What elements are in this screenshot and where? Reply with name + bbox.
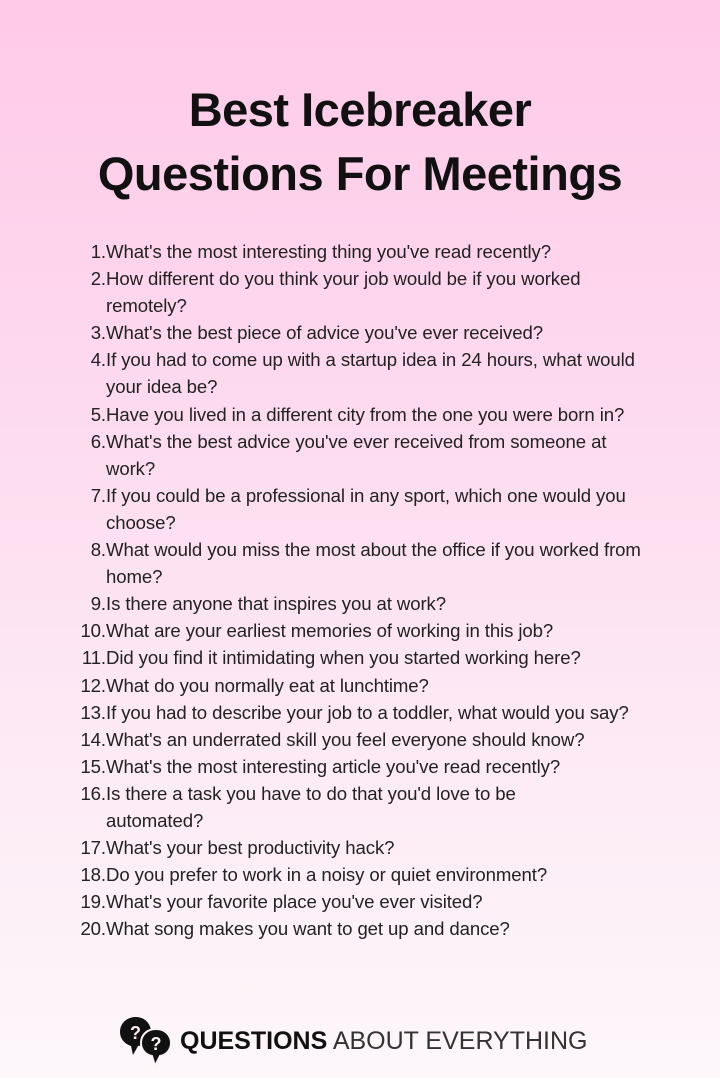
title-line-1: Best Icebreaker bbox=[188, 83, 532, 136]
item-number: 15. bbox=[80, 755, 106, 777]
item-number: 20. bbox=[80, 918, 106, 940]
item-text: What do you normally eat at lunchtime? bbox=[106, 674, 429, 696]
list-item bbox=[0, 780, 720, 834]
list-item bbox=[0, 753, 720, 780]
brand-name bbox=[180, 1027, 588, 1056]
question-list bbox=[0, 238, 720, 942]
item-text: What song makes you want to get up and dance? bbox=[106, 918, 510, 940]
list-item bbox=[0, 915, 720, 942]
list-item bbox=[0, 428, 720, 482]
list-item bbox=[0, 672, 720, 699]
item-text: What would you miss the most about the office if you worked from home? bbox=[106, 539, 641, 588]
item-text: Is there anyone that inspires you at work? bbox=[106, 593, 446, 615]
brand-footer bbox=[118, 1015, 588, 1067]
item-number: 2. bbox=[90, 268, 106, 290]
item-text: If you had to describe your job to a toddler, what would you say? bbox=[106, 701, 629, 723]
item-number: 11. bbox=[81, 647, 106, 669]
item-number: 7. bbox=[90, 484, 106, 506]
item-number: 4. bbox=[90, 349, 106, 371]
page-title bbox=[0, 78, 720, 206]
item-number: 1. bbox=[90, 241, 106, 262]
brand-name-light: ABOUT EVERYTHING bbox=[327, 1026, 588, 1055]
item-text: Have you lived in a different city from the one you were born in? bbox=[106, 403, 625, 425]
item-text: What's the most interesting thing you've read recently? bbox=[106, 241, 551, 262]
item-text: What's the best piece of advice you've ever received? bbox=[106, 322, 543, 344]
item-number: 17. bbox=[80, 837, 106, 859]
item-number: 13. bbox=[80, 701, 106, 723]
list-item bbox=[0, 699, 720, 726]
list-item bbox=[0, 238, 720, 265]
item-number: 19. bbox=[80, 891, 106, 913]
list-item bbox=[0, 346, 720, 400]
item-text: Did you find it intimidating when you started working here? bbox=[106, 647, 581, 669]
item-number: 14. bbox=[80, 728, 106, 750]
item-number: 9. bbox=[90, 593, 106, 615]
list-item bbox=[0, 590, 720, 617]
item-text: If you could be a professional in any sport, which one would you choose? bbox=[106, 484, 626, 533]
item-number: 18. bbox=[80, 864, 106, 886]
item-text: Is there a task you have to do that you'd love to be automated? bbox=[106, 782, 516, 831]
item-number: 5. bbox=[90, 403, 106, 425]
item-text: What's an underrated skill you feel everyone should know? bbox=[106, 728, 585, 750]
item-number: 8. bbox=[90, 539, 106, 561]
list-item bbox=[0, 401, 720, 428]
list-item bbox=[0, 726, 720, 753]
brand-name-bold: QUESTIONS bbox=[180, 1026, 328, 1055]
list-item bbox=[0, 834, 720, 861]
item-number: 16. bbox=[80, 782, 106, 804]
item-number: 10. bbox=[80, 620, 106, 642]
list-item bbox=[0, 536, 720, 590]
item-text: What's your best productivity hack? bbox=[106, 837, 395, 859]
item-text: If you had to come up with a startup idea in 24 hours, what would your idea be? bbox=[106, 349, 635, 398]
item-text: What's your favorite place you've ever visited? bbox=[106, 891, 483, 913]
question-bubbles-icon bbox=[118, 1015, 178, 1067]
item-text: What are your earliest memories of working in this job? bbox=[106, 620, 554, 642]
item-text: Do you prefer to work in a noisy or quiet environment? bbox=[106, 864, 548, 886]
list-item bbox=[0, 482, 720, 536]
list-item bbox=[0, 265, 720, 319]
title-line-2: Questions For Meetings bbox=[97, 147, 623, 200]
list-item bbox=[0, 617, 720, 644]
list-item bbox=[0, 644, 720, 671]
item-number: 3. bbox=[90, 322, 106, 344]
list-item bbox=[0, 319, 720, 346]
list-item bbox=[0, 861, 720, 888]
item-text: How different do you think your job would be if you worked remotely? bbox=[106, 268, 581, 317]
svg-text:?: ? bbox=[130, 1023, 141, 1043]
svg-text:?: ? bbox=[150, 1034, 162, 1054]
item-number: 12. bbox=[80, 674, 106, 696]
item-text: What's the most interesting article you've read recently? bbox=[106, 755, 561, 777]
item-number: 6. bbox=[90, 430, 106, 452]
item-text: What's the best advice you've ever received from someone at work? bbox=[106, 430, 607, 479]
list-item bbox=[0, 888, 720, 915]
